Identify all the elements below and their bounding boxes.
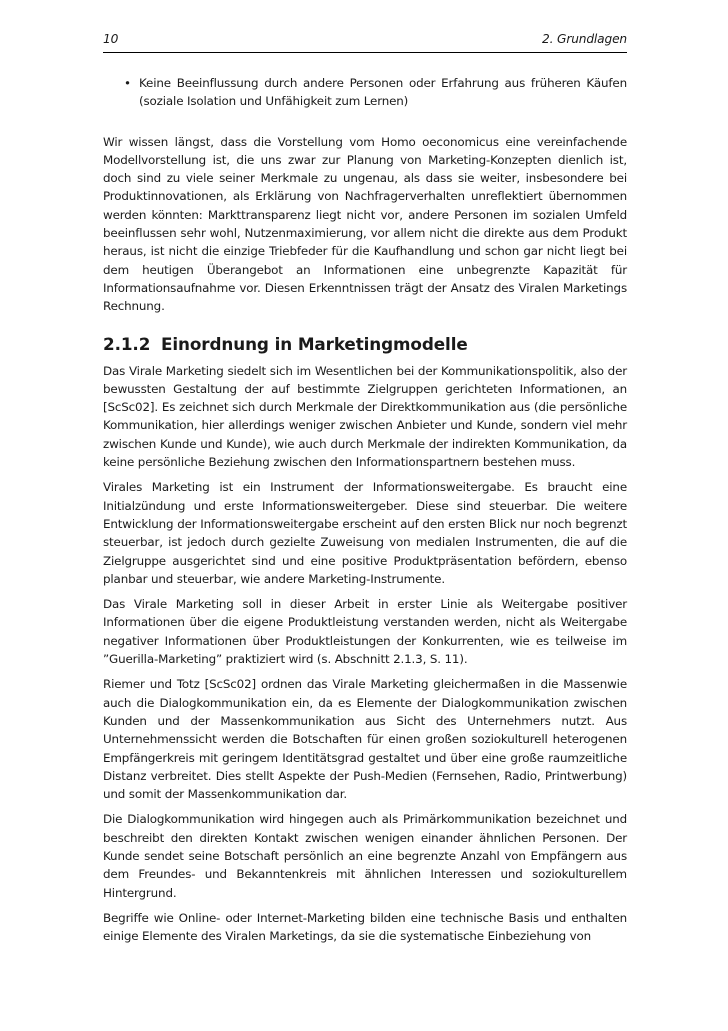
intro-paragraph: Wir wissen längst, dass die Vorstellung vom Homo oeconomicus eine vereinfachende Modellvorstellung ist, die uns zwar zur Planung von Marketing-Konzepten dienlich ist, doch sind zu viele seiner Merkmale zu ungenau, als dass sie weiter, insbesondere bei Produktinnovationen, als Erklärung von Nachfragerverhalten unreflektiert übernommen werden könnten: Markttransparenz liegt nicht vor, andere Personen im sozialen Umfeld beeinflussen sehr wohl, Nutzenmaximierung, vor allem nicht die direkte aus dem Produkt heraus, ist nicht die einzige Triebfeder für die Kaufhandlung und schon gar nicht liegt bei dem heutigen Überangebot an Informationen eine unbegrenzte Kapazität für Informationsaufnahme vor. Diesen Erkenntnissen trägt der Ansatz des Viralen Marketings Rechnung. (103, 134, 627, 314)
running-header (103, 30, 627, 53)
body-paragraph: Riemer und Totz [ScSc02] ordnen das Virale Marketing gleichermaßen in die Massenwie auch die Dialogkommunikation ein, da es Elemente der Dialogkommunikation zwischen Kunden und der Massenkommunikation aus Sicht des Unternehmers nutzt. Aus Unternehmenssicht werden die Botschaften für einen großen soziokulturell heterogenen Empfängerkreis mit geringem Identitätsgrad gestaltet und über eine große raumzeitliche Distanz verbreitet. Dies stellt Aspekte der Push-Medien (Fernsehen, Radio, Printwerbung) und somit der Massenkommunikation dar. (103, 677, 627, 802)
body-paragraph: Das Virale Marketing siedelt sich im Wesentlichen bei der Kommunikationspolitik, also der bewussten Gestaltung der auf bestimmte Zielgruppen gerichteten Informationen, an [ScSc02]. Es zeichnet sich durch Merkmale der Direktkommunikation aus (die persönliche Kommunikation, hier allerdings weniger zwischen Anbieter und Kunde, sondern viel mehr zwischen Kunde und Kunde), wie auch durch Merkmale der indirekten Kommunikation, da keine persönliche Beziehung zwischen den Informationspartnern bestehen muss. (103, 363, 627, 470)
chapter-title: 2. Grundlagen (541, 32, 627, 46)
section-heading (103, 333, 627, 355)
body-paragraph: Begriffe wie Online- oder Internet-Marketing bilden eine technische Basis und enthalten einige Elemente des Viralen Marketings, da sie die systematische Einbeziehung von (103, 910, 627, 944)
list-item (124, 74, 627, 111)
section-number: 2.1.2 (103, 333, 151, 354)
page-number: 10 (103, 32, 119, 46)
body-paragraph: Die Dialogkommunikation wird hingegen auch als Primärkommunikation bezeichnet und beschreibt den direkten Kontakt zwischen wenigen einander ähnlichen Personen. Der Kunde sendet seine Botschaft persönlich an eine begrenzte Anzahl von Empfängern aus dem Freundes- und Bekanntenkreis mit ähnlichen Interessen und soziokulturellem Hintergrund. (103, 812, 627, 900)
section-title: Einordnung in Marketingmodelle (161, 333, 468, 354)
body-paragraph: Virales Marketing ist ein Instrument der Informationsweitergabe. Es braucht eine Initialzündung und erste Informationsweitergeber. Diese sind steuerbar. Die weitere Entwicklung der Informationsweitergabe erscheint auf den ersten Blick nur noch begrenzt steuerbar, ist jedoch durch gezielte Zuweisung von medialen Instrumenten, die auf die Zielgruppe ausgerichtet sind und eine positive Produktpräsentation befördern, ebenso planbar und steuerbar, wie andere Marketing-Instrumente. (103, 480, 627, 586)
body-paragraph: Das Virale Marketing soll in dieser Arbeit in erster Linie als Weitergabe positiver Informationen über die eigene Produktleistung verstanden werden, nicht als Weitergabe negativer Informationen über Produktleistungen der Konkurrenten, wie es teilweise im ”Guerilla-Marketing” praktiziert wird (s. Abschnitt 2.1.3, S. 11). (103, 597, 627, 667)
document-page (103, 30, 627, 952)
bullet-list (103, 74, 627, 111)
list-item-text: Keine Beeinflussung durch andere Personen oder Erfahrung aus früheren Käufen (soziale Isolation und Unfähigkeit zum Lernen) (139, 76, 627, 109)
bullet-icon: • (124, 76, 131, 90)
